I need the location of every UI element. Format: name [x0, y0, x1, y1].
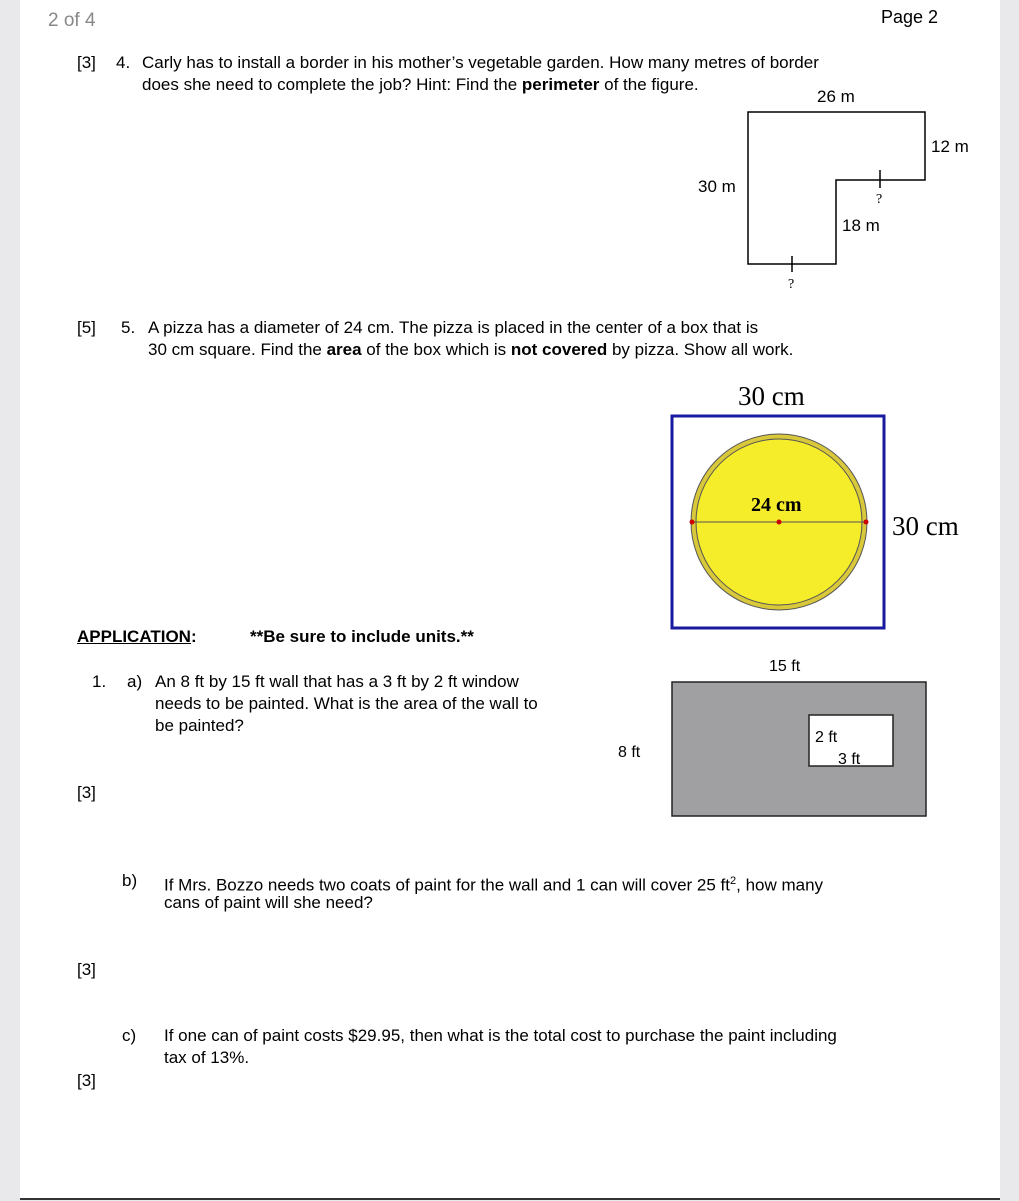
- fig-top-label: 26 m: [817, 87, 855, 106]
- window-width-label: 3 ft: [838, 751, 861, 768]
- diameter-label: 24 cm: [751, 494, 802, 516]
- units-note: **Be sure to include units.**: [250, 627, 474, 646]
- q5-number: 5.: [121, 318, 136, 337]
- box-top-label: 30 cm: [738, 381, 805, 411]
- page-counter: 2 of 4: [48, 10, 96, 31]
- a1-b-marks: [3]: [77, 960, 96, 979]
- q4-line2: does she need to complete the job? Hint: Find the perimeter of the figure.: [142, 75, 699, 94]
- q4-number: 4.: [116, 53, 131, 72]
- fig-unknown-2: ?: [788, 277, 795, 292]
- a1-b-line2: cans of paint will she need?: [164, 893, 373, 912]
- q5-line2: 30 cm square. Find the area of the box which is not covered by pizza. Show all work.: [148, 340, 794, 359]
- wall-height-label: 8 ft: [618, 744, 641, 761]
- a1-a-label: a): [127, 672, 143, 691]
- q5-marks: [5]: [77, 318, 96, 337]
- a1-c-label: c): [122, 1026, 137, 1045]
- a1-number: 1.: [92, 672, 107, 691]
- a1-a-line2: needs to be painted. What is the area of the wall to: [155, 694, 538, 713]
- fig-right-label: 12 m: [931, 137, 969, 156]
- a1-c-line2: tax of 13%.: [164, 1048, 250, 1067]
- a1-b-label: b): [122, 871, 138, 890]
- q4-line1: Carly has to install a border in his mother’s vegetable garden. How many metres of border: [142, 53, 819, 72]
- fig-inner-label: 18 m: [842, 216, 880, 235]
- window-height-label: 2 ft: [815, 729, 838, 746]
- a1-b-line1: If Mrs. Bozzo needs two coats of paint for the wall and 1 can will cover 25 $ft^2$, how many: [164, 875, 824, 895]
- q4-marks: [3]: [77, 53, 96, 72]
- fig-left-label: 30 m: [698, 177, 736, 196]
- box-right-label: 30 cm: [892, 511, 959, 541]
- wall-width-label: 15 ft: [769, 658, 801, 675]
- wall-figure: [672, 682, 926, 816]
- application-heading: APPLICATION:: [77, 627, 197, 646]
- a1-a-line3: be painted?: [155, 716, 244, 735]
- l-shape-figure: [748, 112, 925, 272]
- page-label: Page 2: [881, 7, 939, 27]
- q5-line1: A pizza has a diameter of 24 cm. The pizza is placed in the center of a box that is: [148, 318, 759, 337]
- a1-a-marks: [3]: [77, 783, 96, 802]
- pizza-box-figure: [672, 416, 884, 628]
- fig-unknown-1: ?: [876, 192, 883, 207]
- a1-c-line1: If one can of paint costs $29.95, then what is the total cost to purchase the paint including: [164, 1026, 837, 1045]
- a1-a-line1: An 8 ft by 15 ft wall that has a 3 ft by 2 ft window: [155, 672, 519, 691]
- a1-c-marks: [3]: [77, 1071, 96, 1090]
